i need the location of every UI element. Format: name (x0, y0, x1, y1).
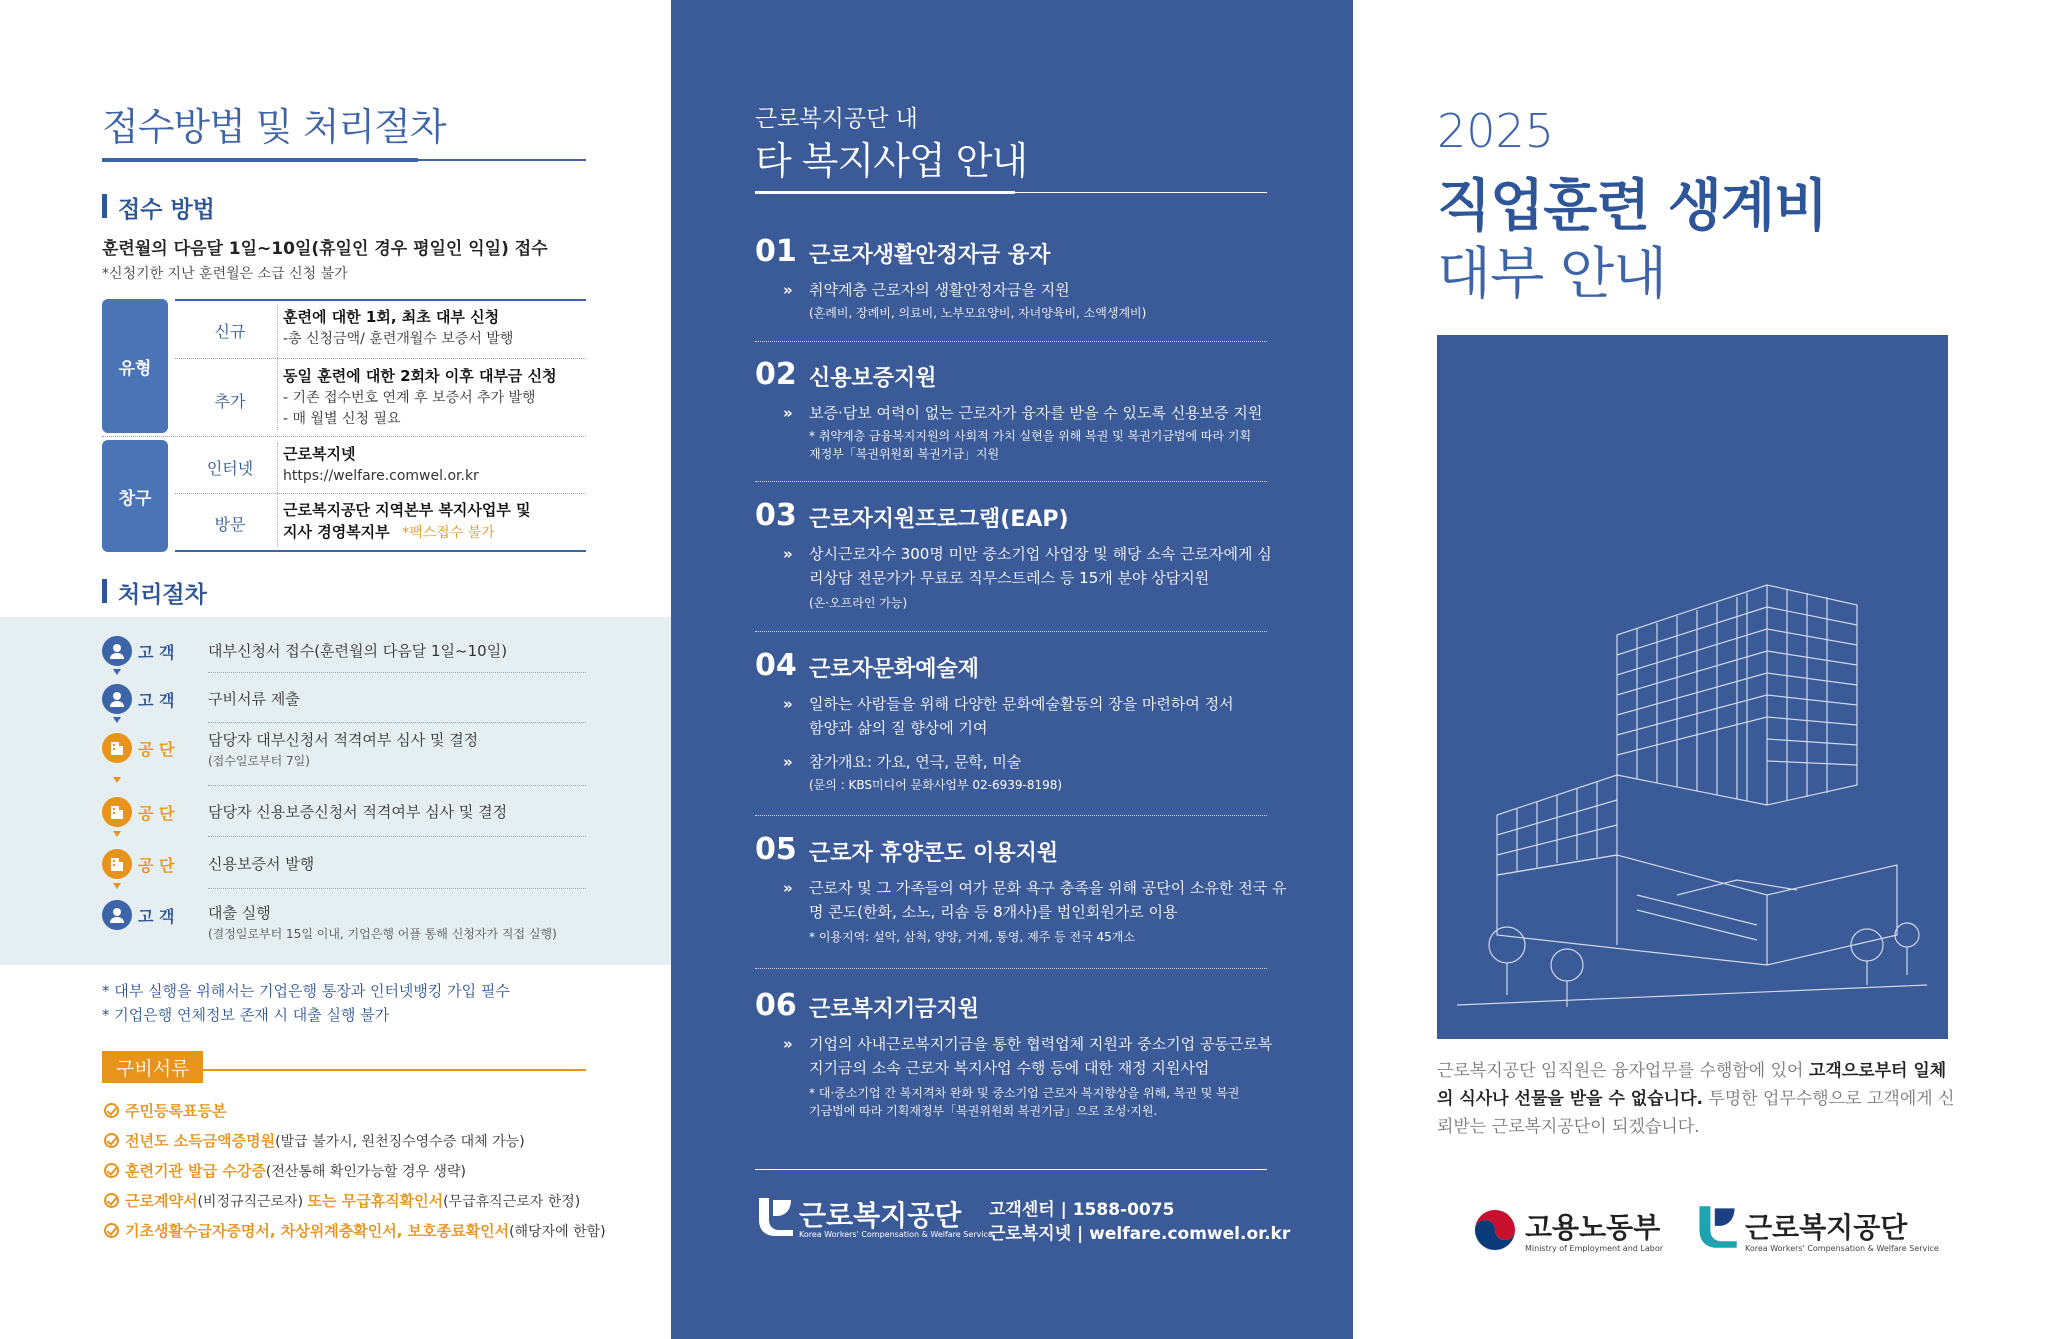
service-number: 01 (755, 234, 797, 269)
taegeuk-icon (1473, 1208, 1517, 1252)
row-label-visit: 방문 (214, 515, 246, 534)
footnote-overdue: * 기업은행 연체정보 존재 시 대출 실행 불가 (102, 1006, 390, 1024)
comwel-logo-color (1695, 1202, 1939, 1258)
service-item (755, 357, 1267, 467)
document-name: 전년도 소득금액증명원 (125, 1132, 276, 1150)
row-additional-line: - 기존 접수번호 연계 후 보증서 추가 발행 (283, 390, 536, 406)
service-number: 05 (755, 832, 797, 867)
service-divider (755, 631, 1267, 632)
step-actor: 고 객 (138, 691, 175, 710)
row-new-line: -총 신청금액/ 훈련개월수 보증서 발행 (283, 331, 514, 347)
receive-period: 훈련월의 다음달 1일~10일(휴일인 경우 평일인 익일) 접수 (102, 239, 548, 259)
service-text: 함양과 삶의 질 향상에 기여 (809, 719, 988, 737)
service-note: 재정부「복권위원회 복권기금」지원 (809, 447, 1000, 461)
service-text-block (809, 542, 1272, 590)
middle-panel (671, 0, 1353, 1339)
comwel-logo-icon (1695, 1204, 1739, 1250)
step-actor: 공 단 (138, 804, 175, 823)
service-divider (755, 481, 1267, 482)
step-divider (208, 722, 586, 723)
service-text: 근로자 및 그 가족들의 여가 문화 욕구 충족을 위해 공단이 소유한 전국 유 (809, 879, 1287, 897)
service-text-block (809, 1032, 1272, 1080)
service-divider (755, 341, 1267, 342)
document-note: (전산통해 확인가능할 경우 생략) (265, 1164, 466, 1180)
row-additional-title: 동일 훈련에 대한 2회차 이후 대부금 신청 (283, 367, 557, 385)
table-group-divider (102, 436, 586, 437)
service-title: 근로자지원프로그램(EAP) (809, 507, 1069, 532)
service-item (755, 648, 1267, 798)
column-divider (277, 305, 278, 430)
document-item (104, 1100, 226, 1121)
service-text-block (809, 692, 1234, 740)
person-icon (102, 636, 132, 666)
service-note: (문의 : KBS미디어 문화사업부 02-6939-8198) (809, 778, 1063, 792)
middle-title: 타 복지사업 안내 (755, 139, 1028, 183)
receive-method-heading: 접수 방법 (102, 191, 215, 224)
process-step (102, 849, 592, 879)
service-title: 신용보증지원 (809, 366, 937, 391)
document-name: 기초생활수급자증명서, 차상위계층확인서, 보호종료확인서 (125, 1222, 510, 1240)
document-item (104, 1220, 606, 1241)
service-text: 취약계층 근로자의 생활안정자금을 지원 (809, 281, 1070, 299)
step-arrow (113, 669, 121, 675)
integrity-statement (1437, 1057, 1957, 1141)
step-actor: 고 객 (138, 907, 175, 926)
check-icon (104, 1193, 119, 1208)
comwel-logo-name: 근로복지공단 (799, 1199, 962, 1232)
title-divider-accent (102, 158, 418, 162)
document-name: 근로계약서 (125, 1192, 198, 1210)
service-item (755, 832, 1287, 952)
service-number: 04 (755, 648, 797, 683)
service-text: 참가개요: 가요, 연극, 문학, 미술 (809, 753, 1022, 771)
step-text: 담당자 신용보증신청서 적격여부 심사 및 결정 (208, 803, 508, 821)
column-divider (277, 443, 278, 547)
step-divider (208, 836, 586, 837)
left-panel-title: 접수방법 및 처리절차 (102, 105, 446, 149)
service-number: 06 (755, 988, 797, 1023)
row-visit-title: 근로복지공단 지역본부 복지사업부 및 (283, 501, 531, 519)
right-panel (1353, 0, 2048, 1339)
table-bottom-rule (175, 550, 586, 552)
service-title: 근로복지기금지원 (809, 997, 980, 1022)
row-additional-content (283, 366, 557, 430)
step-subtext: (접수일로부터 7일) (208, 754, 310, 768)
service-text: 지기금의 소속 근로자 복지사업 수행 등에 대한 재정 지원사업 (809, 1059, 1210, 1077)
service-text: 보증·담보 여력이 없는 근로자가 융자를 받을 수 있도록 신용보증 지원 (809, 404, 1263, 422)
service-note: 기금법에 따라 기획재정부「복권위원회 복권기금」으로 조성·지원. (809, 1104, 1158, 1118)
step-text-block (208, 730, 478, 771)
service-text: 명 콘도(한화, 소노, 리솜 등 8개사)를 법인회원가로 이용 (809, 903, 1178, 921)
service-note: * 대·중소기업 간 복지격차 완화 및 중소기업 근로자 복지향상을 위해, 복권 및 복권 (809, 1086, 1240, 1100)
service-text: 리상담 전문가가 무료로 직무스트레스 등 15개 분야 상담지원 (809, 569, 1210, 587)
building-sketch (1437, 335, 1948, 1039)
service-title: 근로자문화예술제 (809, 657, 980, 682)
building-icon (102, 733, 132, 763)
chevron-right-icon: » (783, 753, 793, 771)
service-text-block (809, 876, 1286, 924)
step-divider (208, 888, 586, 889)
row-label-additional: 추가 (214, 392, 246, 411)
step-text-block (208, 903, 557, 944)
service-note: * 취약계층 금융복지지원의 사회적 가치 실현을 위해 복권 및 복권기금법에 따라 기획 (809, 429, 1252, 443)
comwel-logo-english: Korea Workers' Compensation & Welfare Service (799, 1230, 993, 1239)
service-title: 근로자생활안정자금 융자 (809, 243, 1051, 268)
process-step (102, 797, 592, 827)
cover-subtitle: 대부 안내 (1437, 242, 1667, 307)
row-visit-content (283, 500, 531, 544)
customer-center-contact: 고객센터 | 1588-0075 (989, 1200, 1175, 1220)
cover-year: 2025 (1437, 104, 1555, 158)
table-top-rule (175, 299, 586, 301)
service-divider (755, 968, 1267, 969)
chevron-right-icon: » (783, 695, 793, 713)
document-name: 주민등록표등본 (125, 1102, 227, 1120)
left-panel (0, 0, 671, 1339)
service-note: (혼례비, 장례비, 의료비, 노부모요양비, 자녀양육비, 소액생계비) (809, 306, 1147, 320)
step-arrow (113, 831, 121, 837)
row-visit-title-2: 지사 경영복지부 (283, 523, 390, 541)
step-arrow (113, 777, 121, 783)
type-group-label: 유형 (102, 299, 168, 433)
step-actor: 공 단 (138, 856, 175, 875)
service-note: * 이용지역: 설악, 삼척, 양양, 거제, 통영, 제주 등 전국 45개소 (809, 930, 1135, 944)
document-note: (무급휴직근로자 한정) (443, 1194, 581, 1210)
table-row-divider (175, 493, 586, 494)
building-icon (102, 797, 132, 827)
service-text: 상시근로자수 300명 미만 중소기업 사업장 및 해당 소속 근로자에게 심 (809, 545, 1272, 563)
check-icon (104, 1103, 119, 1118)
row-new-title: 훈련에 대한 1회, 최초 대부 신청 (283, 308, 500, 326)
row-internet-content (283, 444, 479, 487)
service-text: 일하는 사람들을 위해 다양한 문화예술활동의 장을 마련하여 정서 (809, 695, 1234, 713)
welfare-url[interactable]: https://welfare.comwel.or.kr (283, 468, 479, 484)
service-title: 근로자 휴양콘도 이용지원 (809, 841, 1059, 866)
comwel-logo-name: 근로복지공단 (1745, 1211, 1908, 1244)
chevron-right-icon: » (783, 1035, 793, 1053)
required-documents-heading: 구비서류 (102, 1051, 203, 1083)
comwel-logo-icon (755, 1196, 795, 1238)
window-group-label: 창구 (102, 440, 168, 552)
step-divider (208, 672, 586, 673)
moel-logo-english: Ministry of Employment and Labor (1525, 1244, 1663, 1253)
step-arrow (113, 883, 121, 889)
service-item (755, 498, 1272, 616)
moel-logo-name: 고용노동부 (1525, 1211, 1661, 1244)
middle-subtitle: 근로복지공단 내 (755, 106, 918, 132)
chevron-right-icon: » (783, 281, 793, 299)
comwel-logo-english: Korea Workers' Compensation & Welfare Service (1745, 1244, 1939, 1253)
table-row-divider (175, 358, 586, 359)
row-label-internet: 인터넷 (206, 459, 254, 478)
person-icon (102, 900, 132, 930)
process-step (102, 636, 592, 666)
process-step (102, 684, 592, 714)
footnote-bank-account: * 대부 실행을 위해서는 기업은행 통장과 인터넷뱅킹 가입 필수 (102, 982, 510, 1000)
document-item (104, 1160, 466, 1181)
check-icon (104, 1133, 119, 1148)
service-number: 02 (755, 357, 797, 392)
row-new-content (283, 307, 513, 350)
document-item (104, 1190, 580, 1211)
step-text: 담당자 대부신청서 적격여부 심사 및 결정 (208, 731, 479, 749)
document-item (104, 1130, 525, 1151)
check-icon (104, 1163, 119, 1178)
step-arrow (113, 717, 121, 723)
document-note: (발급 불가시, 원천징수영수증 대체 가능) (275, 1134, 525, 1150)
step-text: 구비서류 제출 (208, 690, 300, 708)
chevron-right-icon: » (783, 879, 793, 897)
step-text: 신용보증서 발행 (208, 855, 315, 873)
service-divider (755, 815, 1267, 816)
receive-note: *신청기한 지난 훈련월은 소급 신청 불가 (102, 266, 348, 282)
service-item (755, 234, 1267, 324)
process-step (102, 900, 592, 941)
step-actor: 고 객 (138, 643, 175, 662)
building-illustration (1437, 335, 1948, 1039)
document-note: (비정규직근로자) (197, 1194, 308, 1210)
service-item (755, 988, 1273, 1118)
step-subtext: (결정일로부터 15일 이내, 기업은행 어플 통해 신청자가 직접 실행) (208, 927, 557, 941)
row-label-new: 신규 (214, 322, 246, 341)
row-additional-line: - 매 월별 신청 필요 (283, 411, 401, 427)
chevron-right-icon: » (783, 545, 793, 563)
document-name: 훈련기관 발급 수강증 (125, 1162, 266, 1180)
step-text: 대부신청서 접수(훈련월의 다음달 1일~10일) (208, 642, 508, 660)
comwel-logo (755, 1192, 993, 1242)
process-step (102, 731, 592, 768)
cover-title: 직업훈련 생계비 (1437, 174, 1828, 239)
check-icon (104, 1223, 119, 1238)
service-note: (온·오프라인 가능) (809, 596, 908, 610)
process-heading: 처리절차 (102, 576, 207, 609)
person-icon (102, 684, 132, 714)
document-name: 또는 무급휴직확인서 (307, 1192, 444, 1210)
row-internet-title: 근로복지넷 (283, 445, 356, 463)
welfare-net-contact[interactable]: 근로복지넷 | welfare.comwel.or.kr (989, 1224, 1291, 1244)
fax-not-accepted-note: *팩스접수 불가 (402, 525, 495, 541)
step-divider (208, 785, 586, 786)
building-icon (102, 849, 132, 879)
integrity-text: 근로복지공단 임직원은 융자업무를 수행함에 있어 (1437, 1061, 1809, 1081)
middle-title-divider-accent (755, 191, 1015, 194)
step-text: 대출 실행 (208, 904, 271, 922)
step-actor: 공 단 (138, 740, 175, 759)
integrity-text: 투명한 업무수행으로 고객에게 신뢰받는 근로복지공단이 되겠습니다. (1437, 1089, 1955, 1137)
integrity-text-bold: 고객으로부터 일체의 식사나 선물을 받을 수 없습니다. (1437, 1061, 1947, 1109)
document-note: (해당자에 한함) (509, 1224, 606, 1240)
moel-logo (1473, 1204, 1673, 1256)
footer-divider (755, 1169, 1267, 1170)
service-number: 03 (755, 498, 797, 533)
service-text: 기업의 사내근로복지기금을 통한 협력업체 지원과 중소기업 공동근로복 (809, 1035, 1273, 1053)
chevron-right-icon: » (783, 404, 793, 422)
